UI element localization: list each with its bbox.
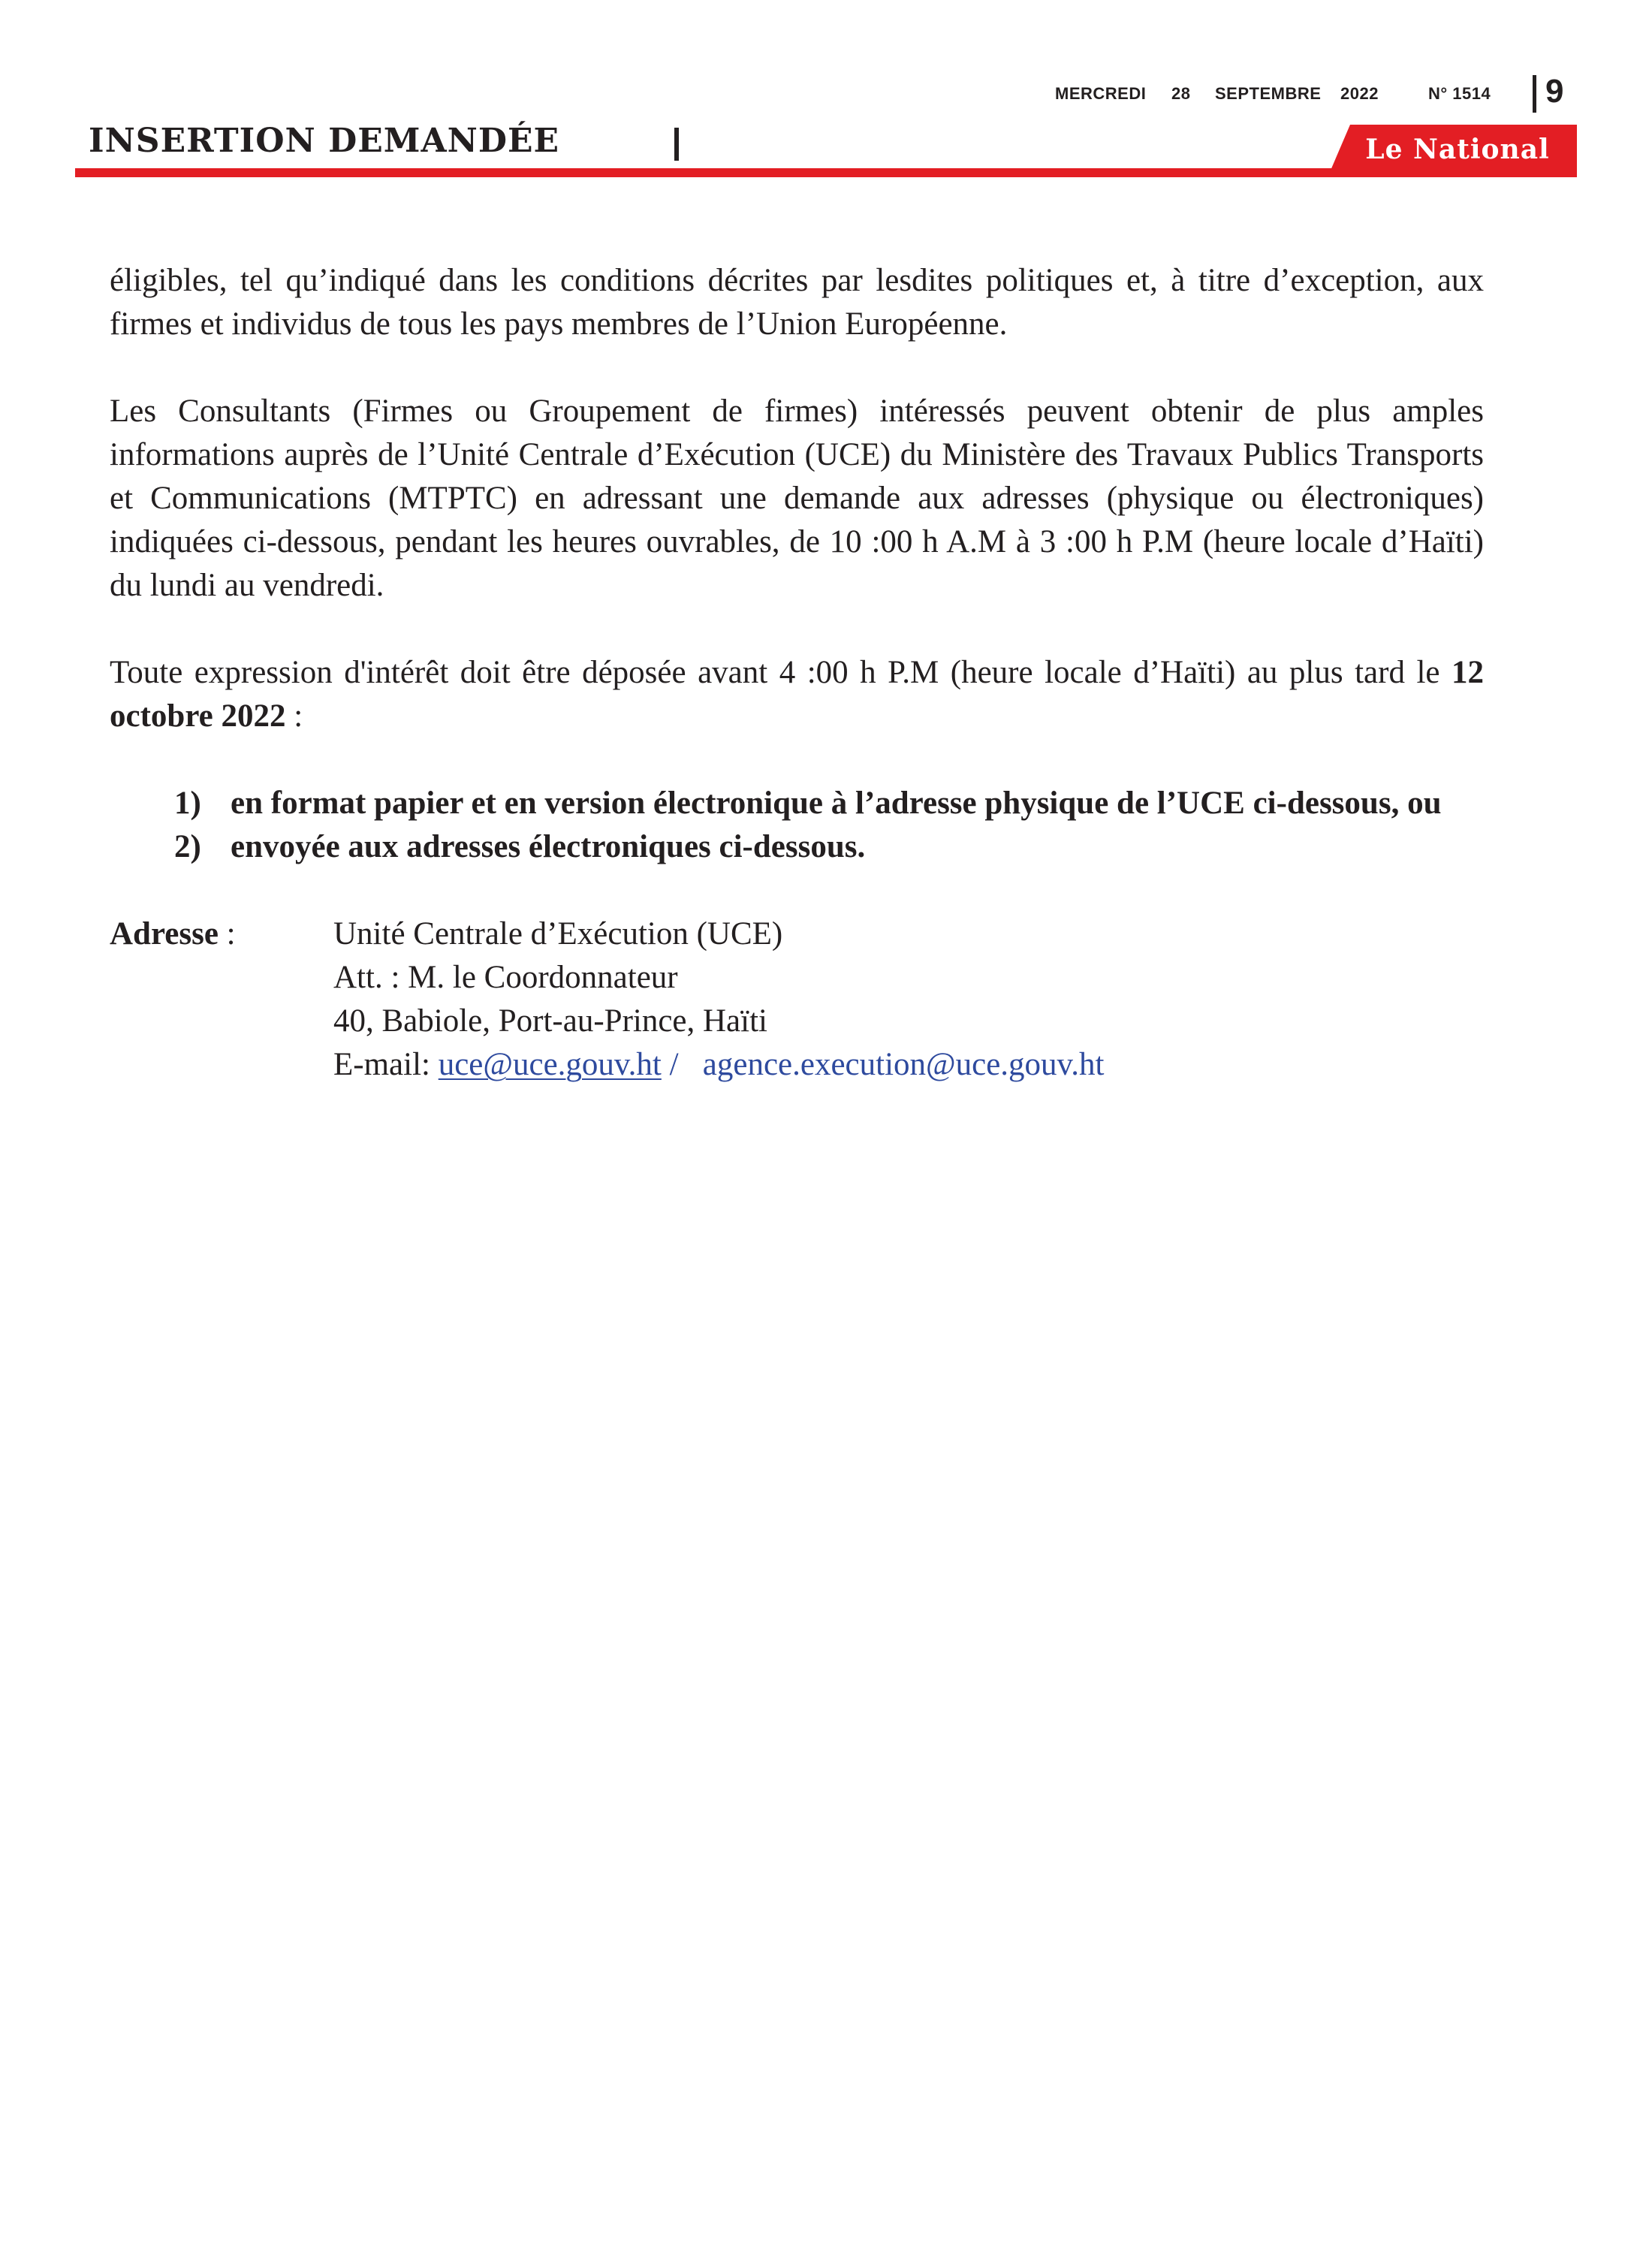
issue-date: 28	[1171, 84, 1191, 103]
address-lines	[333, 912, 1484, 1087]
deadline-colon: :	[285, 698, 303, 734]
list-item-text: envoyée aux adresses électroniques ci-dessous.	[231, 829, 866, 864]
page-number-divider	[1533, 75, 1536, 113]
address-street: 40, Babiole, Port-au-Prince, Haïti	[333, 1003, 767, 1039]
article-body	[110, 259, 1484, 1087]
issue-number: N° 1514	[1428, 84, 1491, 103]
address-block	[110, 912, 1484, 1087]
address-label-colon: :	[218, 916, 236, 952]
list-item-number: 2)	[174, 829, 201, 864]
list-item	[110, 825, 1484, 869]
issue-year: 2022	[1340, 84, 1379, 103]
title-separator	[674, 128, 679, 161]
issue-month: SEPTEMBRE	[1215, 84, 1322, 103]
email-agence-execution[interactable]: agence.execution@uce.gouv.ht	[702, 1047, 1105, 1082]
address-organization: Unité Centrale d’Exécution (UCE)	[333, 916, 783, 952]
deadline-text: Toute expression d'intérêt doit être déposée avant 4 :00 h P.M (heure locale d’Haïti) au plus tard le	[110, 655, 1452, 690]
email-separator: /	[661, 1047, 703, 1082]
section-title: INSERTION DEMANDÉE	[89, 122, 560, 160]
paragraph-deadline	[110, 651, 1484, 738]
email-link-uce[interactable]: uce@uce.gouv.ht	[438, 1047, 662, 1082]
issue-day: MERCREDI	[1055, 84, 1147, 103]
email-prefix: E-mail:	[333, 1047, 439, 1082]
paragraph-eligibility: éligibles, tel qu’indiqué dans les conditions décrites par lesdites politiques et, à titre d’exception, aux firmes et individus de tous les pays membres de l’Union Européenne.	[110, 263, 1484, 342]
list-item-number: 1)	[174, 786, 201, 821]
list-item-text: en format papier et en version électronique à l’adresse physique de l’UCE ci-dessous, ou	[231, 786, 1442, 821]
address-email-line	[333, 1043, 1484, 1087]
list-item	[110, 782, 1484, 825]
paragraph-information: Les Consultants (Firmes ou Groupement de firmes) intéressés peuvent obtenir de plus amples informations auprès de l’Unité Centrale d’Exécution (UCE) du Ministère des Travaux Publics Transports et Communications (MTPTC) en adressant une demande aux adresses (physique ou électroniques) indiquées ci-dessous, pendant les heures ouvrables, de 10 :00 h A.M à 3 :00 h P.M (heure locale d’Haïti) du lundi au vendredi.	[110, 394, 1484, 603]
submission-list	[110, 782, 1484, 869]
page-number: 9	[1545, 73, 1564, 110]
address-label-wrap	[110, 912, 236, 956]
address-attention: Att. : M. le Coordonnateur	[333, 960, 678, 995]
address-label: Adresse	[110, 916, 219, 952]
deadline-date: 12 octobre 2022	[110, 655, 1484, 734]
brand-name: Le National	[1365, 134, 1550, 165]
issue-meta	[1055, 84, 1498, 111]
